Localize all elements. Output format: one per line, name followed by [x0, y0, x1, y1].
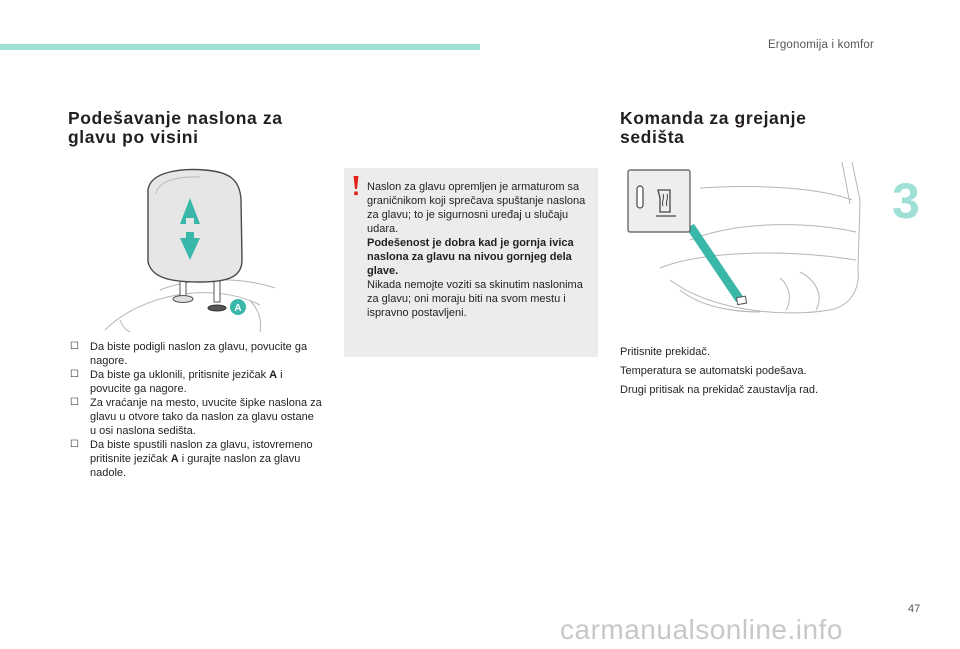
- checkbox-bullet-icon: ☐: [70, 369, 79, 380]
- part-label-a: A: [234, 303, 242, 314]
- chapter-title: Ergonomija i komfor: [767, 39, 874, 51]
- seat-heating-title-line2: sedišta: [620, 127, 685, 147]
- instruction-item: ☐ Da biste spustili naslon za glavu, istovremeno pritisnite jezičak A i gurajte naslon za glavu nadole.: [70, 439, 313, 479]
- warning-paragraph: Nikada nemojte voziti sa skinutim naslonima za glavu; oni moraju biti na svom mestu i ispravno postavljeni.: [367, 279, 583, 319]
- chapter-number: 3: [892, 173, 920, 229]
- chapter-accent-bar: [0, 44, 480, 50]
- headrest-title-line1: Podešavanje naslona za: [68, 108, 283, 128]
- seat-heating-step: Pritisnite prekidač.: [620, 346, 710, 358]
- seat-heating-step: Temperatura se automatski podešava.: [620, 365, 807, 377]
- headrest-title-line2: glavu po visini: [68, 127, 199, 147]
- page-number: 47: [908, 603, 921, 615]
- watermark: carmanualsonline.info: [560, 614, 843, 645]
- headrest-section-title: [68, 109, 328, 147]
- headrest-instructions: [70, 340, 322, 480]
- seat-heating-step: Drugi pritisak na prekidač zaustavlja rad.: [620, 384, 819, 396]
- headrest-illustration: [100, 160, 320, 335]
- warning-text: [367, 180, 595, 320]
- checkbox-bullet-icon: ☐: [70, 341, 79, 352]
- instruction-item: ☐ Za vraćanje na mesto, uvucite šipke naslona za glavu u otvore tako da naslon za glavu ostane u osi naslona sedišta.: [70, 397, 322, 437]
- warning-bold-paragraph: Podešenost je dobra kad je gornja ivica naslona za glavu na nivou gornjeg dela glave.: [367, 237, 574, 277]
- checkbox-bullet-icon: ☐: [70, 439, 79, 450]
- seat-heating-title-line1: Komanda za grejanje: [620, 108, 807, 128]
- seat-heating-illustration: [620, 160, 880, 330]
- seat-heating-section-title: [620, 109, 840, 147]
- warning-paragraph: Naslon za glavu opremljen je armaturom sa graničnikom koji sprečava spuštanje naslona za glavu; to je sigurnosni uređaj u slučaju udara.: [367, 181, 586, 235]
- instruction-item: ☐ Da biste podigli naslon za glavu, povucite ga nagore.: [70, 341, 308, 367]
- instruction-item: ☐ Da biste ga uklonili, pritisnite jezičak A i povucite ga nagore.: [70, 369, 283, 395]
- checkbox-bullet-icon: ☐: [70, 397, 79, 408]
- warning-exclamation-icon: [352, 176, 360, 196]
